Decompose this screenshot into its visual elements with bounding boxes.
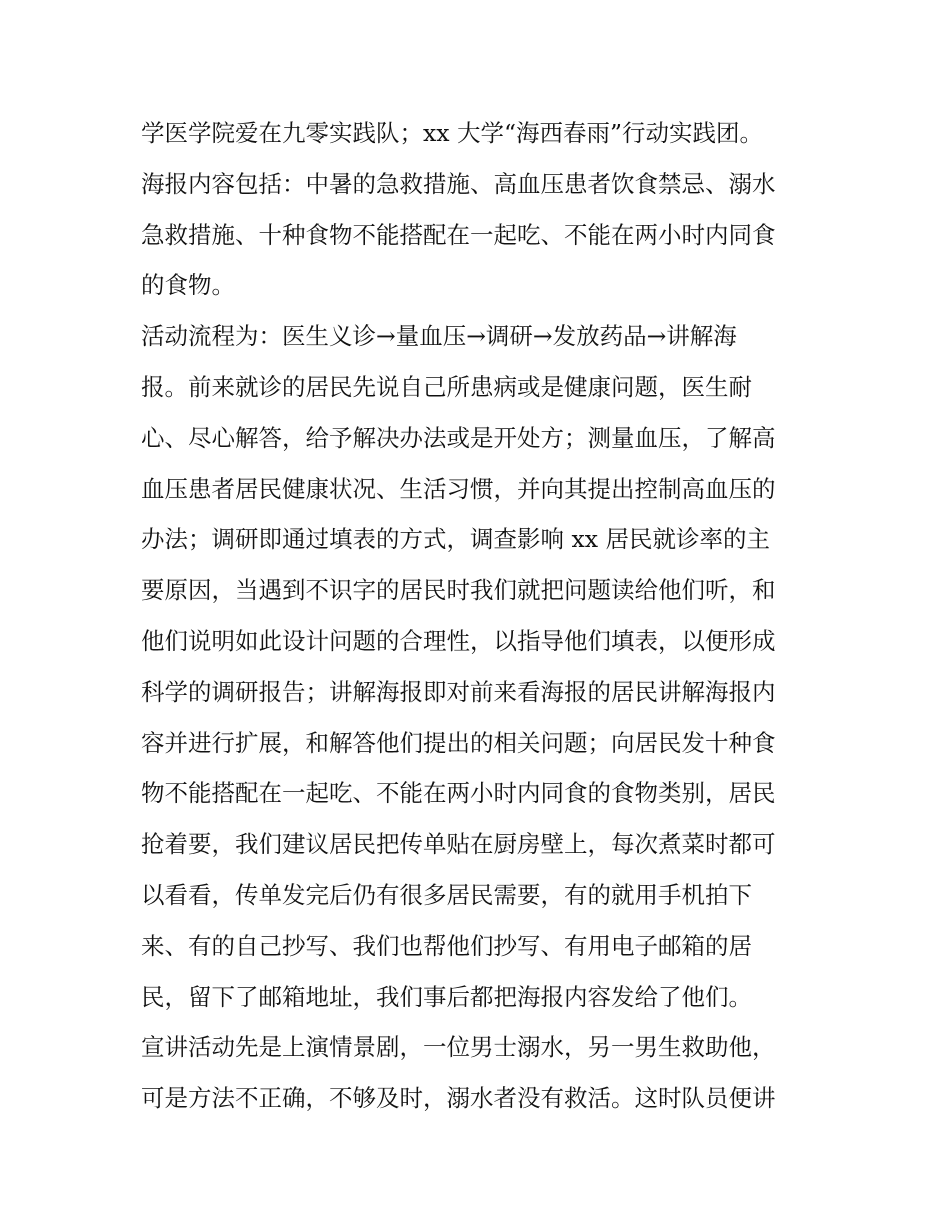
text-line-11: 他们说明如此设计问题的合理性，以指导他们填表，以便形成 [141, 626, 776, 655]
text-line-17: 来、有的自己抄写、我们也帮他们抄写、有用电子邮箱的居 [141, 931, 752, 960]
text-line-4: 的食物。 [141, 271, 235, 300]
text-line-8: 血压患者居民健康状况、生活习惯，并向其提出控制高血压的 [141, 474, 776, 503]
text-line-7: 心、尽心解答，给予解决办法或是开处方；测量血压，了解高 [141, 423, 776, 452]
body-text [141, 108, 811, 1124]
text-line-14: 物不能搭配在一起吃、不能在两小时内同食的食物类别，居民 [141, 779, 776, 808]
text-line-18: 民，留下了邮箱地址，我们事后都把海报内容发给了他们。 [141, 982, 752, 1011]
text-line-15: 抢着要，我们建议居民把传单贴在厨房壁上，每次煮菜时都可 [141, 830, 776, 859]
text-line-10: 要原因，当遇到不识字的居民时我们就把问题读给他们听，和 [141, 576, 776, 605]
text-line-5: 活动流程为：医生义诊→量血压→调研→发放药品→讲解海 [141, 322, 737, 351]
text-line-3: 急救措施、十种食物不能搭配在一起吃、不能在两小时内同食 [141, 220, 776, 249]
text-line-13: 容并进行扩展，和解答他们提出的相关问题；向居民发十种食 [141, 728, 776, 757]
text-line-9: 办法；调研即通过填表的方式，调查影响 xx 居民就诊率的主 [141, 525, 770, 554]
text-line-1: 学医学院爱在九零实践队；xx 大学“海西春雨”行动实践团。 [141, 119, 764, 147]
text-line-6: 报。前来就诊的居民先说自己所患病或是健康问题，医生耐 [141, 372, 752, 401]
text-line-16: 以看看，传单发完后仍有很多居民需要，有的就用手机拍下 [141, 880, 752, 909]
text-line-2: 海报内容包括：中暑的急救措施、高血压患者饮食禁忌、溺水 [141, 169, 776, 198]
text-line-12: 科学的调研报告；讲解海报即对前来看海报的居民讲解海报内 [141, 677, 776, 706]
text-line-19: 宣讲活动先是上演情景剧，一位男士溺水，另一男生救助他， [141, 1033, 776, 1062]
text-line-20: 可是方法不正确，不够及时，溺水者没有救活。这时队员便讲 [141, 1084, 776, 1113]
